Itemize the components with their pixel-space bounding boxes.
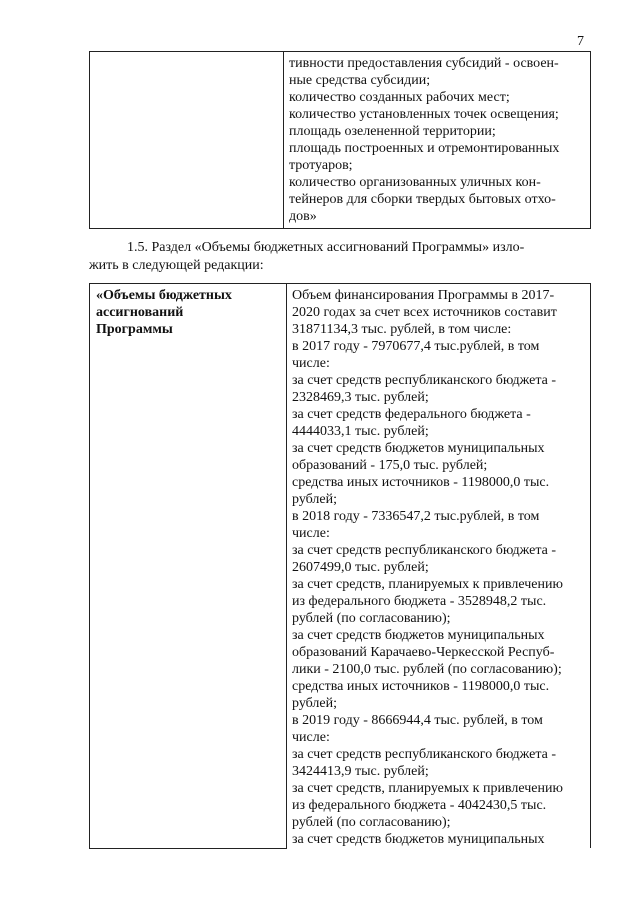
- text-line: за счет средств бюджетов муниципальных: [292, 628, 545, 643]
- text-line: за счет средств республиканского бюджета -: [292, 747, 557, 762]
- text-line: количество организованных уличных кон-: [289, 175, 541, 190]
- paragraph-line: жить в следующей редакции:: [89, 258, 264, 273]
- text-line: за счет средств бюджетов муниципальных: [292, 832, 545, 847]
- text-line: рублей;: [292, 696, 337, 711]
- text-line: из федерального бюджета - 4042430,5 тыс.: [292, 798, 547, 813]
- text-line: ассигнований: [96, 305, 184, 320]
- text-line: средства иных источников - 1198000,0 тыс.: [292, 679, 550, 694]
- table-cell-heading: [90, 284, 287, 849]
- text-line: за счет средств, планируемых к привлечению: [292, 577, 563, 592]
- text-line: в 2018 году - 7336547,2 тыс.рублей, в том: [292, 509, 540, 524]
- paragraph-line: 1.5. Раздел «Объемы бюджетных ассигнований Программы» изло-: [127, 240, 525, 255]
- text-line: в 2017 году - 7970677,4 тыс.рублей, в том: [292, 339, 540, 354]
- text-line: площадь построенных и отремонтированных: [289, 141, 560, 156]
- table-row: [90, 284, 591, 849]
- text-line: тивности предоставления субсидий - освоен-: [289, 56, 559, 71]
- text-line: образований - 175,0 тыс. рублей;: [292, 458, 488, 473]
- text-line: в 2019 году - 8666944,4 тыс. рублей, в том: [292, 713, 543, 728]
- text-line: за счет средств республиканского бюджета -: [292, 543, 557, 558]
- text-line: рублей;: [292, 492, 337, 507]
- text-line: «Объемы бюджетных: [96, 288, 232, 303]
- text-line: средства иных источников - 1198000,0 тыс.: [292, 475, 550, 490]
- table-cell-empty: [90, 52, 284, 229]
- text-line: 2328469,3 тыс. рублей;: [292, 390, 429, 405]
- text-line: рублей (по согласованию);: [292, 611, 451, 626]
- text-line: тейнеров для сборки твердых бытовых отхо-: [289, 192, 556, 207]
- section-paragraph: [89, 239, 592, 275]
- text-line: площадь озелененной территории;: [289, 124, 496, 139]
- text-line: числе:: [292, 356, 330, 371]
- page-number: 7: [577, 34, 584, 49]
- table-row: [90, 52, 591, 229]
- table-budget: [89, 283, 591, 849]
- text-line: образований Карачаево-Черкесской Респуб-: [292, 645, 555, 660]
- text-line: 31871134,3 тыс. рублей, в том числе:: [292, 322, 512, 337]
- text-line: тротуаров;: [289, 158, 353, 173]
- text-line: 3424413,9 тыс. рублей;: [292, 764, 429, 779]
- text-line: за счет средств федерального бюджета -: [292, 407, 531, 422]
- text-line: лики - 2100,0 тыс. рублей (по согласованию);: [292, 662, 562, 677]
- table-continuation: [89, 51, 591, 229]
- text-line: Объем финансирования Программы в 2017-: [292, 288, 555, 303]
- text-line: количество установленных точек освещения;: [289, 107, 559, 122]
- table-cell-budget-text: [287, 284, 591, 849]
- table-cell-indicators: [284, 52, 591, 229]
- text-line: из федерального бюджета - 3528948,2 тыс.: [292, 594, 547, 609]
- text-line: Программы: [96, 322, 173, 337]
- text-line: числе:: [292, 730, 330, 745]
- text-line: за счет средств, планируемых к привлечению: [292, 781, 563, 796]
- text-line: 2607499,0 тыс. рублей;: [292, 560, 429, 575]
- text-line: дов»: [289, 209, 317, 224]
- text-line: за счет средств бюджетов муниципальных: [292, 441, 545, 456]
- text-line: ные средства субсидии;: [289, 73, 431, 88]
- text-line: числе:: [292, 526, 330, 541]
- text-line: рублей (по согласованию);: [292, 815, 451, 830]
- text-line: количество созданных рабочих мест;: [289, 90, 510, 105]
- text-line: 4444033,1 тыс. рублей;: [292, 424, 429, 439]
- text-line: 2020 годах за счет всех источников составит: [292, 305, 557, 320]
- text-line: за счет средств республиканского бюджета -: [292, 373, 557, 388]
